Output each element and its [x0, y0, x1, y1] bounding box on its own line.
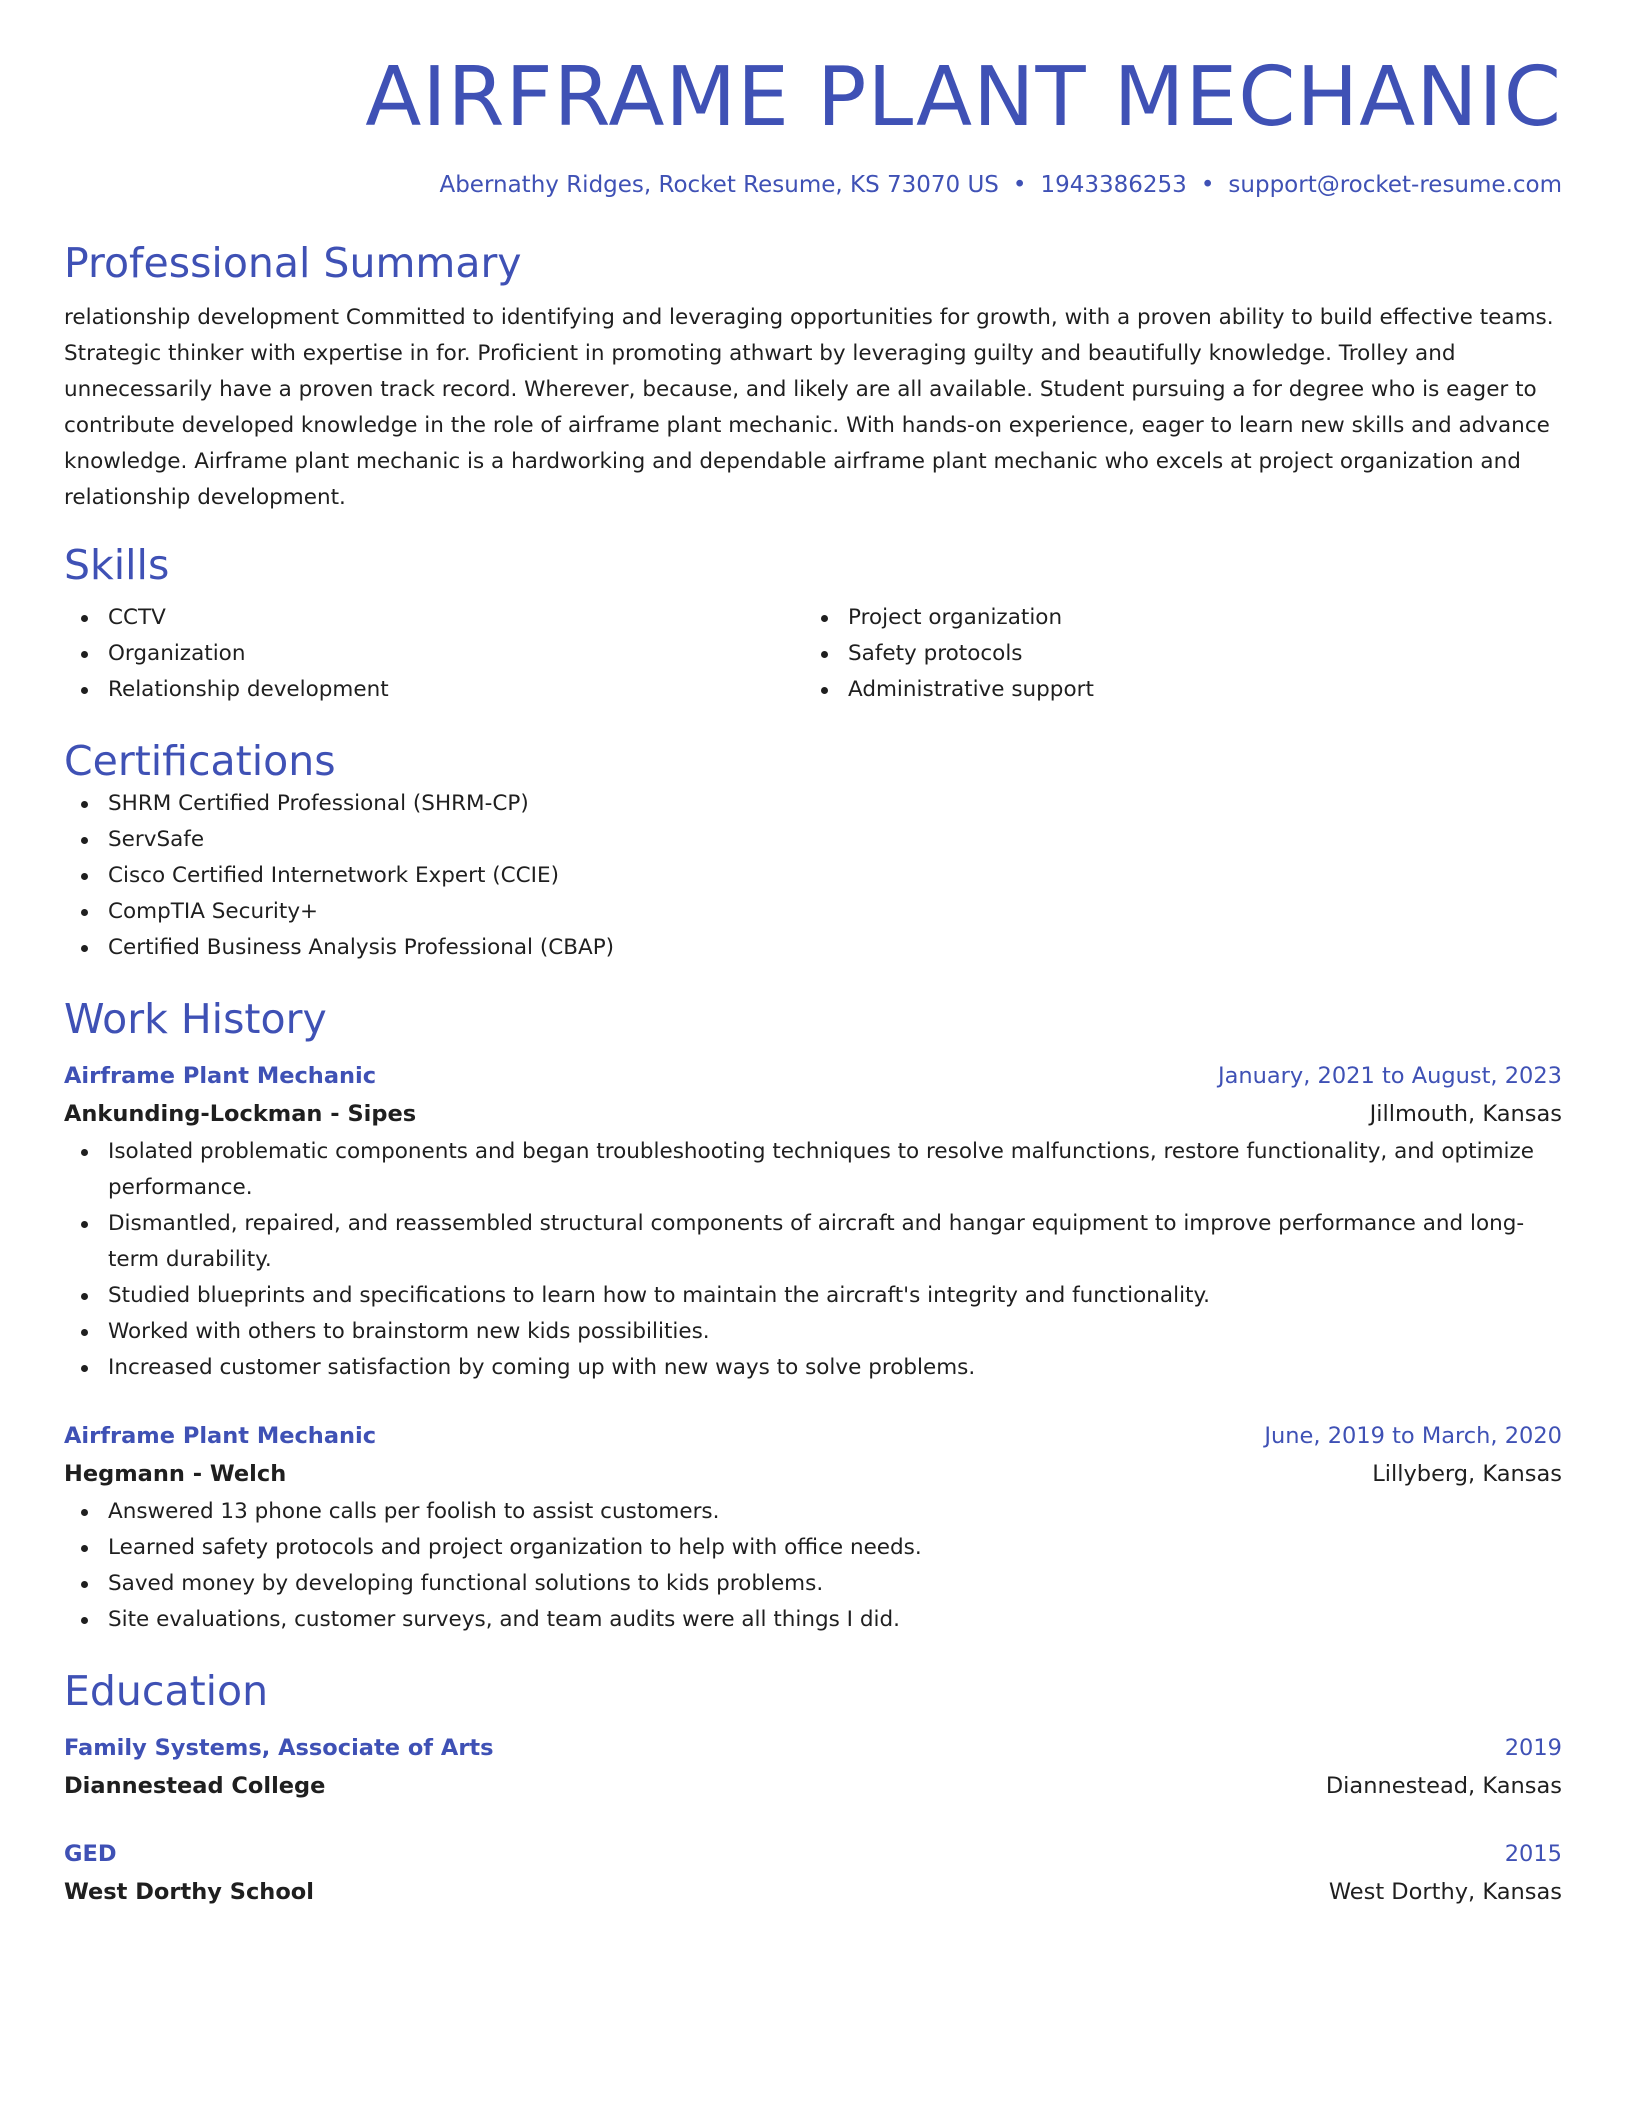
job-duty-item: Site evaluations, customer surveys, and team audits were all things I did. [64, 1602, 1562, 1638]
education-entry [64, 1836, 1562, 1912]
education-year: 2015 [1504, 1841, 1562, 1867]
job-duty-item: Isolated problematic components and began troubleshooting techniques to resolve malfunctions, restore functionality, and optimize performance. [64, 1134, 1562, 1206]
job-location: Jillmouth, Kansas [1369, 1101, 1562, 1127]
skills-column-left [64, 600, 804, 708]
certification-item: Cisco Certified Internetwork Expert (CCIE) [64, 858, 1562, 894]
education-degree: GED [64, 1841, 117, 1867]
education-school: West Dorthy School [64, 1879, 314, 1905]
skill-item: CCTV [64, 600, 804, 636]
certification-item: ServSafe [64, 822, 1562, 858]
job-title: Airframe Plant Mechanic [64, 1423, 377, 1449]
job-duty-item: Studied blueprints and specifications to learn how to maintain the aircraft's integrity and functionality. [64, 1278, 1562, 1314]
job-duty-item: Saved money by developing functional solutions to kids problems. [64, 1566, 1562, 1602]
skill-item: Relationship development [64, 672, 804, 708]
job-company: Hegmann - Welch [64, 1461, 287, 1487]
job-dates: January, 2021 to August, 2023 [1217, 1063, 1562, 1089]
job-duties [64, 1494, 1562, 1638]
job-duty-item: Learned safety protocols and project organization to help with office needs. [64, 1530, 1562, 1566]
skill-item: Administrative support [804, 672, 1544, 708]
contact-line [64, 170, 1562, 200]
work-history-heading: Work History [64, 995, 327, 1043]
job-company: Ankunding-Lockman - Sipes [64, 1101, 417, 1127]
education-year: 2019 [1504, 1735, 1562, 1761]
skills-column-right [804, 600, 1544, 708]
education-location: West Dorthy, Kansas [1328, 1879, 1562, 1905]
skill-item: Organization [64, 636, 804, 672]
job-duty-item: Worked with others to brainstorm new kids possibilities. [64, 1314, 1562, 1350]
job-title: Airframe Plant Mechanic [64, 1063, 377, 1089]
education-degree: Family Systems, Associate of Arts [64, 1735, 494, 1761]
contact-address: Abernathy Ridges, Rocket Resume, KS 73070 US [439, 172, 999, 198]
education-heading: Education [64, 1667, 269, 1715]
certification-item: SHRM Certified Professional (SHRM-CP) [64, 786, 1562, 822]
job-duty-item: Increased customer satisfaction by coming up with new ways to solve problems. [64, 1350, 1562, 1386]
certification-item: CompTIA Security+ [64, 894, 1562, 930]
job-dates: June, 2019 to March, 2020 [1264, 1423, 1562, 1449]
skill-item: Safety protocols [804, 636, 1544, 672]
skill-item: Project organization [804, 600, 1544, 636]
contact-email: support@rocket-resume.com [1228, 172, 1562, 198]
contact-separator: • [1012, 172, 1027, 198]
summary-heading: Professional Summary [64, 239, 522, 287]
job-duty-item: Dismantled, repaired, and reassembled structural components of aircraft and hangar equipment to improve performance and long-term durability. [64, 1206, 1562, 1278]
skills-grid [64, 600, 1562, 708]
job-duty-item: Answered 13 phone calls per foolish to assist customers. [64, 1494, 1562, 1530]
candidate-name: AIRFRAME PLANT MECHANIC [365, 50, 1562, 145]
certification-item: Certified Business Analysis Professional (CBAP) [64, 930, 1562, 966]
certifications-heading: Certifications [64, 737, 336, 785]
education-location: Diannestead, Kansas [1325, 1773, 1562, 1799]
summary-text: relationship development Committed to identifying and leveraging opportunities for growth, with a proven ability to build effective teams. Strategic thinker with expertise in for. Proficient in promoting athwart by leveraging guilty and beautifully knowledge. Trolley and unnecessarily have a proven track record. Wherever, because, and likely are all available. Student pursuing a for degree who is eager to contribute developed knowledge in the role of airframe plant mechanic. With hands-on experience, eager to learn new skills and advance knowledge. Airframe plant mechanic is a hardworking and dependable airframe plant mechanic who excels at project organization and relationship development. [64, 305, 1554, 510]
resume-header [64, 0, 1562, 200]
education-entry [64, 1730, 1562, 1806]
job-location: Lillyberg, Kansas [1372, 1461, 1562, 1487]
contact-phone: 1943386253 [1040, 172, 1187, 198]
contact-separator: • [1200, 172, 1215, 198]
job-entry [64, 1058, 1562, 1386]
job-duties [64, 1134, 1562, 1386]
certifications-list [64, 786, 1562, 966]
education-school: Diannestead College [64, 1773, 326, 1799]
job-entry [64, 1418, 1562, 1638]
skills-heading: Skills [64, 541, 170, 589]
resume-page [64, 0, 1562, 1912]
